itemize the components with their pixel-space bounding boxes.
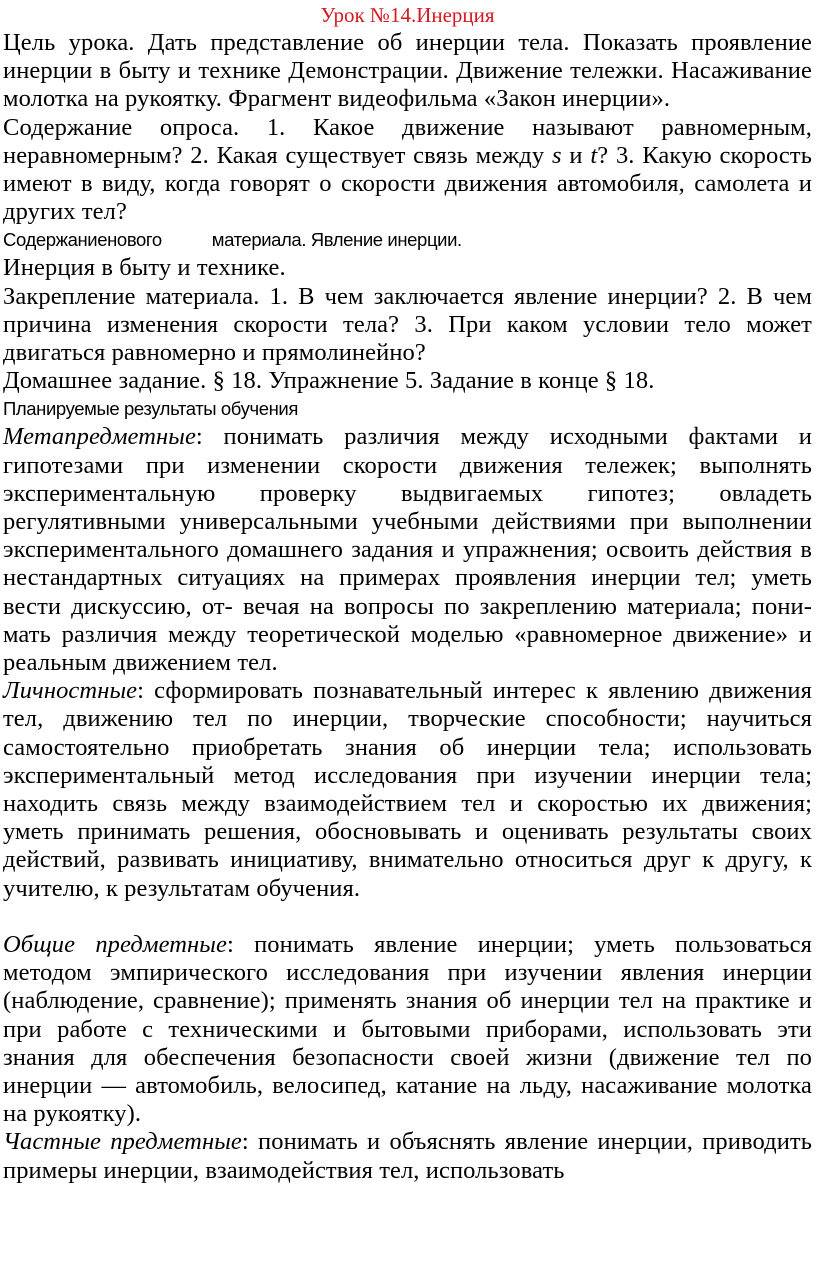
particular-subject-results xyxy=(3,1128,812,1184)
particular-subject-text: : понимать и объяснять явление инерции, приводить примеры инерции, взаимодействия тел, использовать xyxy=(3,1128,812,1184)
lesson-title: Урок №14.Инерция xyxy=(320,3,495,27)
survey-text-2: ? 3. Какую скорость имеют в виду, когда говорят о скорости движения автомобиля, самолета и других тел? xyxy=(3,141,812,226)
paragraph-gap xyxy=(3,903,812,931)
new-material-part1: Содержаниенового xyxy=(3,229,162,251)
particular-subject-label: Частные предметные xyxy=(3,1128,242,1156)
homework: Домашнее задание. § 18. Упражнение 5. Задание в конце § 18. xyxy=(3,367,655,395)
personal-text: : сформировать познавательный интерес к явлению движения тел, движению тел по инерции, творческие способности; научиться самостоятельно приобретать знания об инерции тела; использовать экспериментальный метод исследования при изучении инерции тела; находить связь между взаимодействием тел и скоростью их движения; уметь принимать решения, обосновывать и оценивать результаты своих действий, развивать инициативу, внимательно относиться друг к другу, к учителю, к результатам обучения. xyxy=(3,677,812,902)
general-subject-text: : понимать явление инерции; уметь пользоваться методом эмпирического исследования при изучении явления инерции (наблюдение, сравнение); применять знания об инерции тел на практике и при работе с техническими и бытовыми приборами, использовать эти знания для обеспечения безопасности своей жизни (движение тел по инерции — автомобиль, велосипед, катание на льду, насаживание молотка на рукоятку). xyxy=(3,930,812,1128)
meta-label: Метапредметные xyxy=(3,423,196,451)
variable-s: s xyxy=(551,141,562,169)
personal-results xyxy=(3,677,812,903)
general-subject-label: Общие предметные xyxy=(3,930,227,958)
survey-text-1: Содержание опроса. 1. Какое движение называют равномерным, неравномерным? 2. Какая существует связь между xyxy=(3,113,812,169)
variable-t: t xyxy=(590,141,598,169)
meta-text: : понимать различия между исходными фактами и гипотезами при изменении скорости движения тележек; выполнять экспериментальную проверку выдвигаемых гипотез; овладеть регулятивными универсальными учебными действиями при выполнении экспериментального домашнего задания и упражнения; освоить действия в нестандартных ситуациях на примерах проявления инерции тел; уметь вести дискуссию, от- вечая на вопросы по закреплению материала; пони- мать различия между теоретической моделью «равномерное движение» и реальным движением тел. xyxy=(3,423,812,677)
survey-and: и xyxy=(561,141,591,169)
general-subject-results xyxy=(3,931,812,1128)
inertia-everyday-line: Инерция в быту и технике. xyxy=(3,254,286,282)
consolidation: Закрепление материала. 1. В чем заключается явление инерции? 2. В чем причина изменения скорости тела? 3. При каком условии тело может двигаться равномерно и прямолинейно? xyxy=(3,282,812,367)
lesson-goal: Цель урока. Дать представление об инерции тела. Показать проявление инерции в быту и технике Демонстрации. Движение тележки. Насаживание молотка на рукоятку. Фрагмент видеофильма «Закон инерции». xyxy=(3,29,812,113)
survey-content xyxy=(3,114,812,227)
planned-results-heading: Планируемые результаты обучения xyxy=(3,398,298,420)
new-material-content xyxy=(3,226,812,254)
meta-subject-results xyxy=(3,423,812,677)
new-material-part2: материала. Явление инерции. xyxy=(211,229,462,251)
personal-label: Личностные xyxy=(3,677,138,705)
